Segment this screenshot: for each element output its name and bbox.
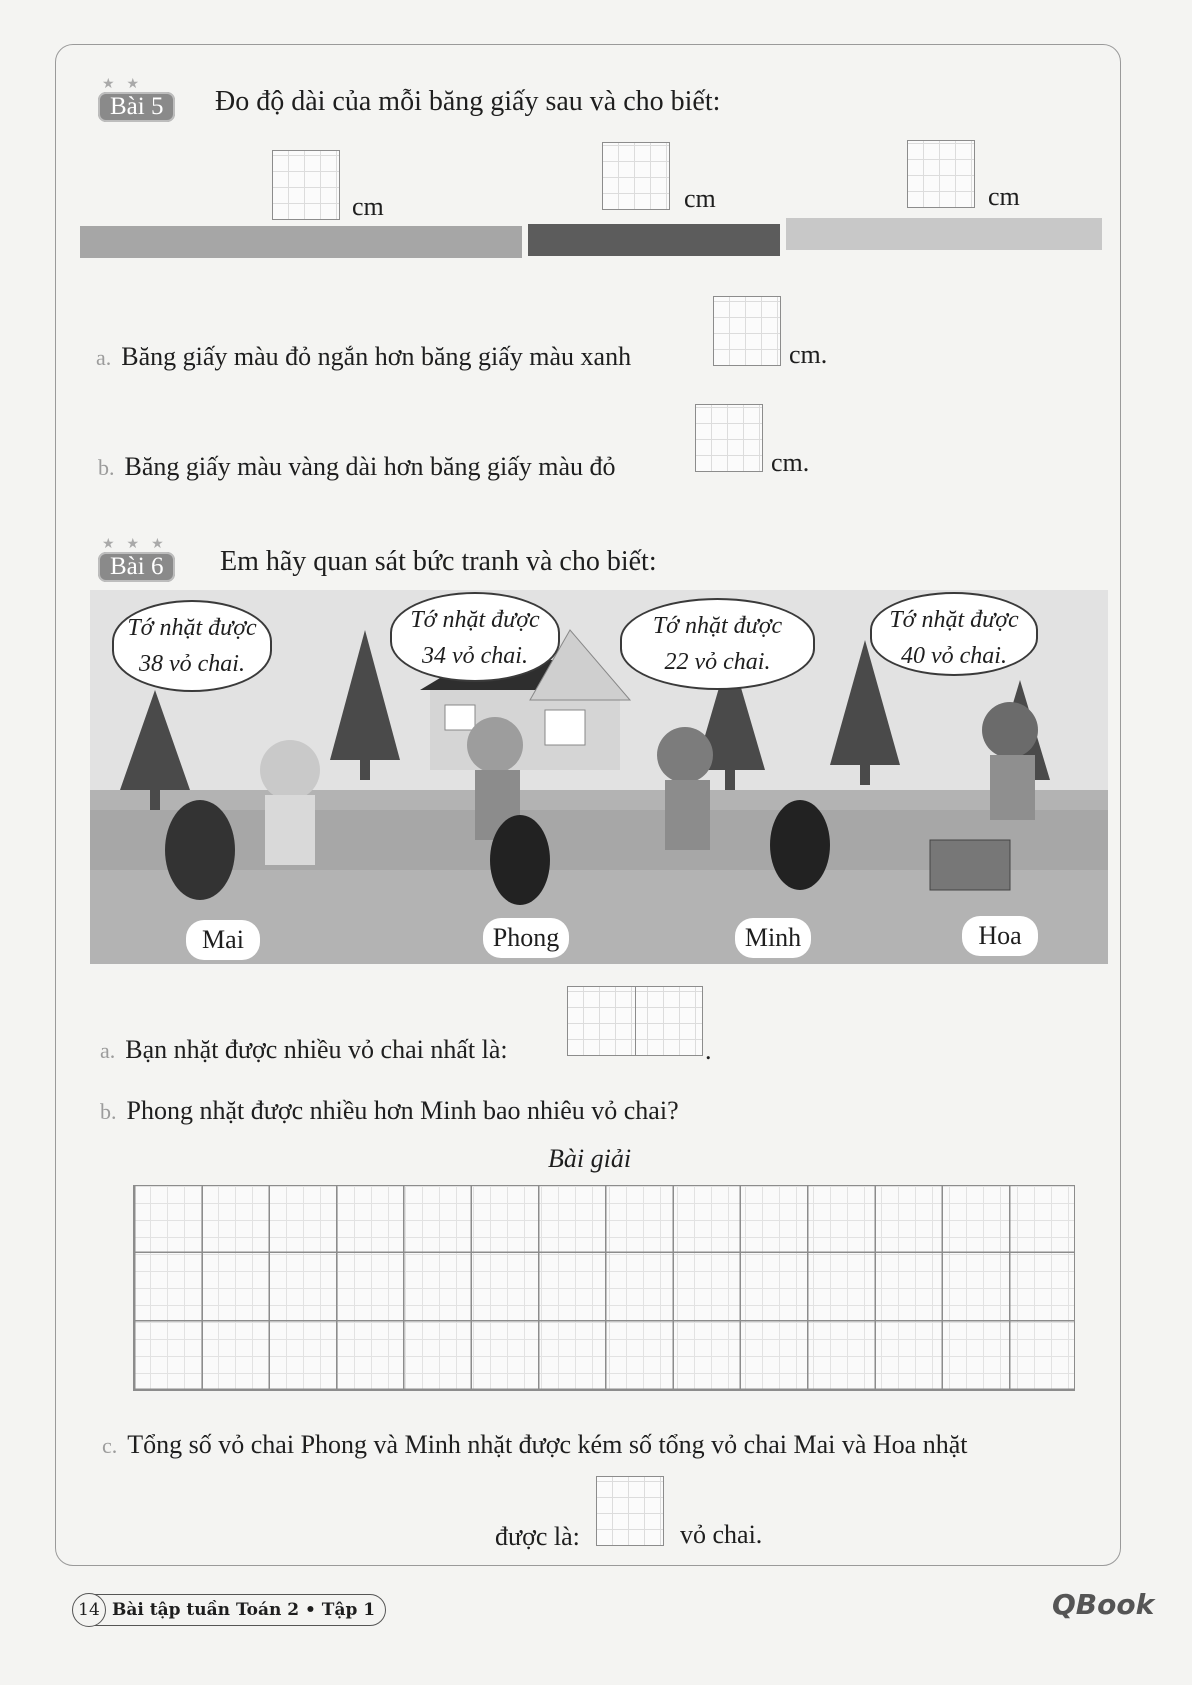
footer-book-title: 14 Bài tập tuần Toán 2 • Tập 1 <box>73 1594 386 1626</box>
unit-label: cm <box>352 192 384 221</box>
unit-label: cm <box>988 182 1020 211</box>
bai5-title: Đo độ dài của mỗi băng giấy sau và cho biết: <box>215 86 721 117</box>
bai5-badge: ★★ Bài 5 <box>98 92 175 122</box>
bai6-title: Em hãy quan sát bức tranh và cho biết: <box>220 546 657 577</box>
unit-label: vỏ chai. <box>680 1520 763 1549</box>
page-number: 14 <box>72 1593 106 1627</box>
bai6-question-c: c. Tổng số vỏ chai Phong và Minh nhặt được kém số tổng vỏ chai Mai và Hoa nhặt <box>102 1430 968 1459</box>
name-tag-mai: Mai <box>186 920 260 960</box>
bai6-question-b: b. Phong nhặt được nhiều hơn Minh bao nhiêu vỏ chai? <box>100 1096 679 1125</box>
answer-box-name[interactable] <box>567 986 703 1056</box>
bai6-badge: ★★★ Bài 6 <box>98 552 175 582</box>
speech-bubble-hoa: Tớ nhặt được 40 vỏ chai. <box>870 592 1038 676</box>
answer-box-strip3[interactable] <box>907 140 975 208</box>
paper-strip-red <box>80 226 522 258</box>
answer-box-a[interactable] <box>713 296 781 366</box>
name-tag-hoa: Hoa <box>962 916 1038 956</box>
name-tag-phong: Phong <box>483 918 569 958</box>
paper-strip-yellow <box>786 218 1102 250</box>
speech-bubble-minh: Tớ nhặt được 22 vỏ chai. <box>620 598 815 690</box>
answer-box-strip2[interactable] <box>602 142 670 210</box>
solution-title: Bài giải <box>548 1144 632 1173</box>
paper-strip-blue <box>528 224 780 256</box>
unit-label: cm <box>684 184 716 213</box>
bai5-question-b: b. Băng giấy màu vàng dài hơn băng giấy màu đỏ <box>98 452 616 481</box>
name-tag-minh: Minh <box>735 918 811 958</box>
star-icon: ★★ <box>102 77 152 92</box>
answer-box-strip1[interactable] <box>272 150 340 220</box>
answer-box-c[interactable] <box>596 1476 664 1546</box>
star-icon: ★★★ <box>102 537 176 552</box>
period: . <box>705 1036 712 1065</box>
speech-bubble-phong: Tớ nhặt được 34 vỏ chai. <box>390 592 560 682</box>
answer-box-b[interactable] <box>695 404 763 472</box>
solution-grid[interactable] <box>133 1185 1075 1391</box>
speech-bubble-mai: Tớ nhặt được 38 vỏ chai. <box>112 600 272 692</box>
publisher-logo: QBook <box>1052 1588 1155 1621</box>
bai6-question-c-cont: được là: <box>495 1522 580 1551</box>
unit-label: cm. <box>789 340 828 369</box>
bai6-question-a: a. Bạn nhặt được nhiều vỏ chai nhất là: <box>100 1035 508 1064</box>
unit-label: cm. <box>771 448 810 477</box>
illustration <box>90 590 1108 964</box>
bai5-question-a: a. Băng giấy màu đỏ ngắn hơn băng giấy màu xanh <box>96 342 632 371</box>
